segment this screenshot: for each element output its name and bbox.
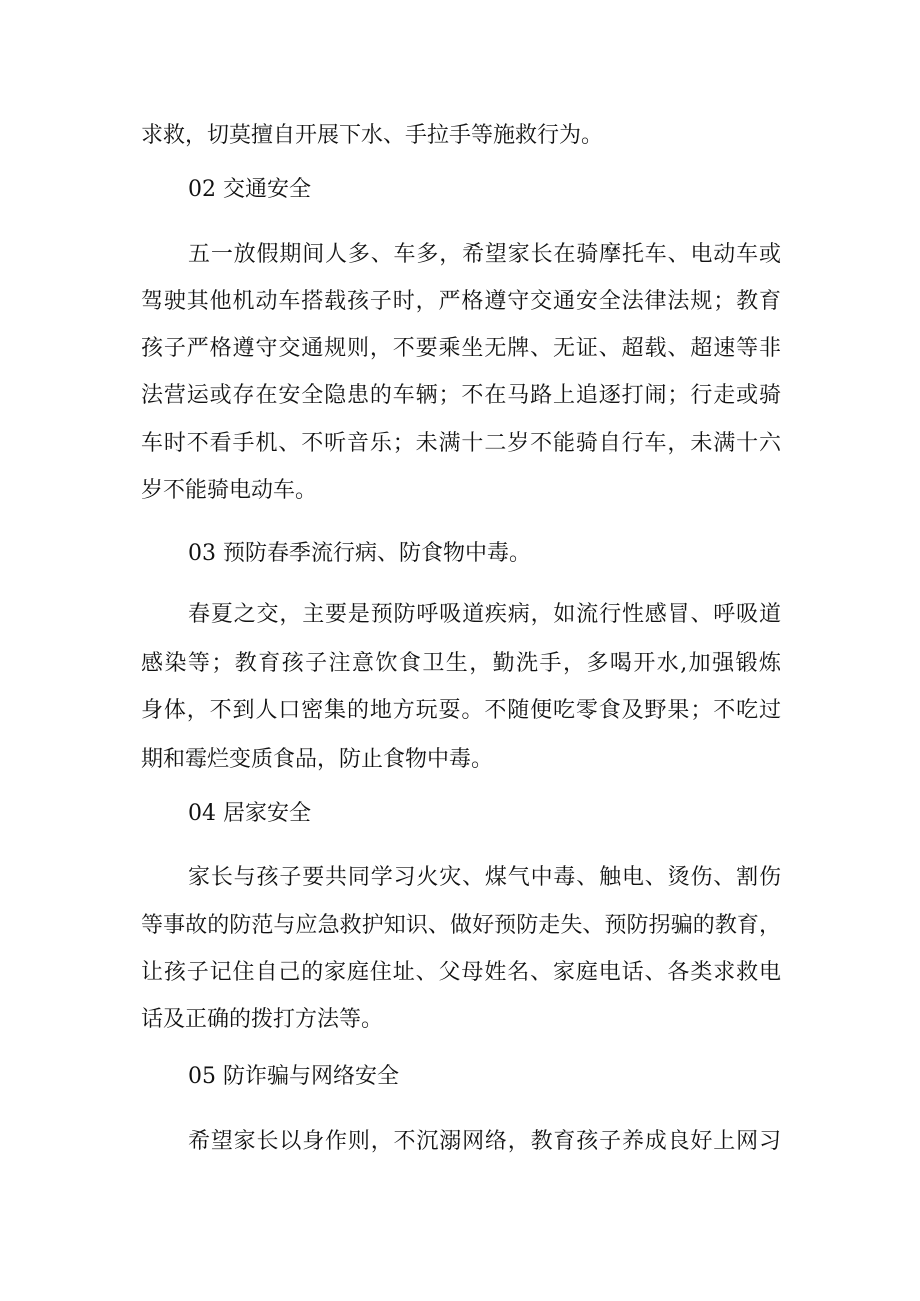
section-text-line: 家长与孩子要共同学习火灾、煤气中毒、触电、烫伤、割伤 (188, 865, 781, 890)
section-text-line: 岁不能骑电动车。 (141, 478, 318, 503)
section-text-line: 孩子严格遵守交通规则，不要乘坐无牌、无证、超载、超速等非 (141, 336, 781, 361)
section-text-line: 等事故的防范与应急救护知识、做好预防走失、预防拐骗的教育， (141, 913, 781, 938)
section-text-line: 让孩子记住自己的家庭住址、父母姓名、家庭电话、各类求救电 (141, 960, 781, 985)
section-heading-spring-disease-food-poisoning: 03 预防春季流行病、防食物中毒。 (188, 541, 531, 566)
section-heading-traffic-safety: 02 交通安全 (188, 177, 311, 202)
section-text-line: 希望家长以身作则，不沉溺网络，教育孩子养成良好上网习 (188, 1129, 781, 1154)
section-heading-home-safety: 04 居家安全 (188, 801, 311, 826)
section-text-line: 感染等；教育孩子注意饮食卫生，勤洗手，多喝开水,加强锻炼 (141, 651, 781, 676)
section-text-line: 驾驶其他机动车搭载孩子时，严格遵守交通安全法律法规；教育 (141, 289, 781, 314)
intro-paragraph-tail: 求救，切莫擅自开展下水、手拉手等施救行为。 (141, 123, 604, 148)
section-text-line: 五一放假期间人多、车多，希望家长在骑摩托车、电动车或 (188, 242, 781, 267)
section-text-line: 法营运或存在安全隐患的车辆；不在马路上追逐打闹；行走或骑 (141, 383, 781, 408)
section-heading-anti-fraud-network-safety: 05 防诈骗与网络安全 (188, 1064, 399, 1089)
section-text-line: 身体，不到人口密集的地方玩耍。不随便吃零食及野果；不吃过 (141, 698, 781, 723)
section-text-line: 车时不看手机、不听音乐；未满十二岁不能骑自行车，未满十六 (141, 431, 781, 456)
section-text-line: 话及正确的拨打方法等。 (141, 1007, 384, 1032)
section-text-line: 春夏之交，主要是预防呼吸道疾病，如流行性感冒、呼吸道 (188, 602, 781, 627)
section-text-line: 期和霉烂变质食品，防止食物中毒。 (141, 747, 494, 772)
